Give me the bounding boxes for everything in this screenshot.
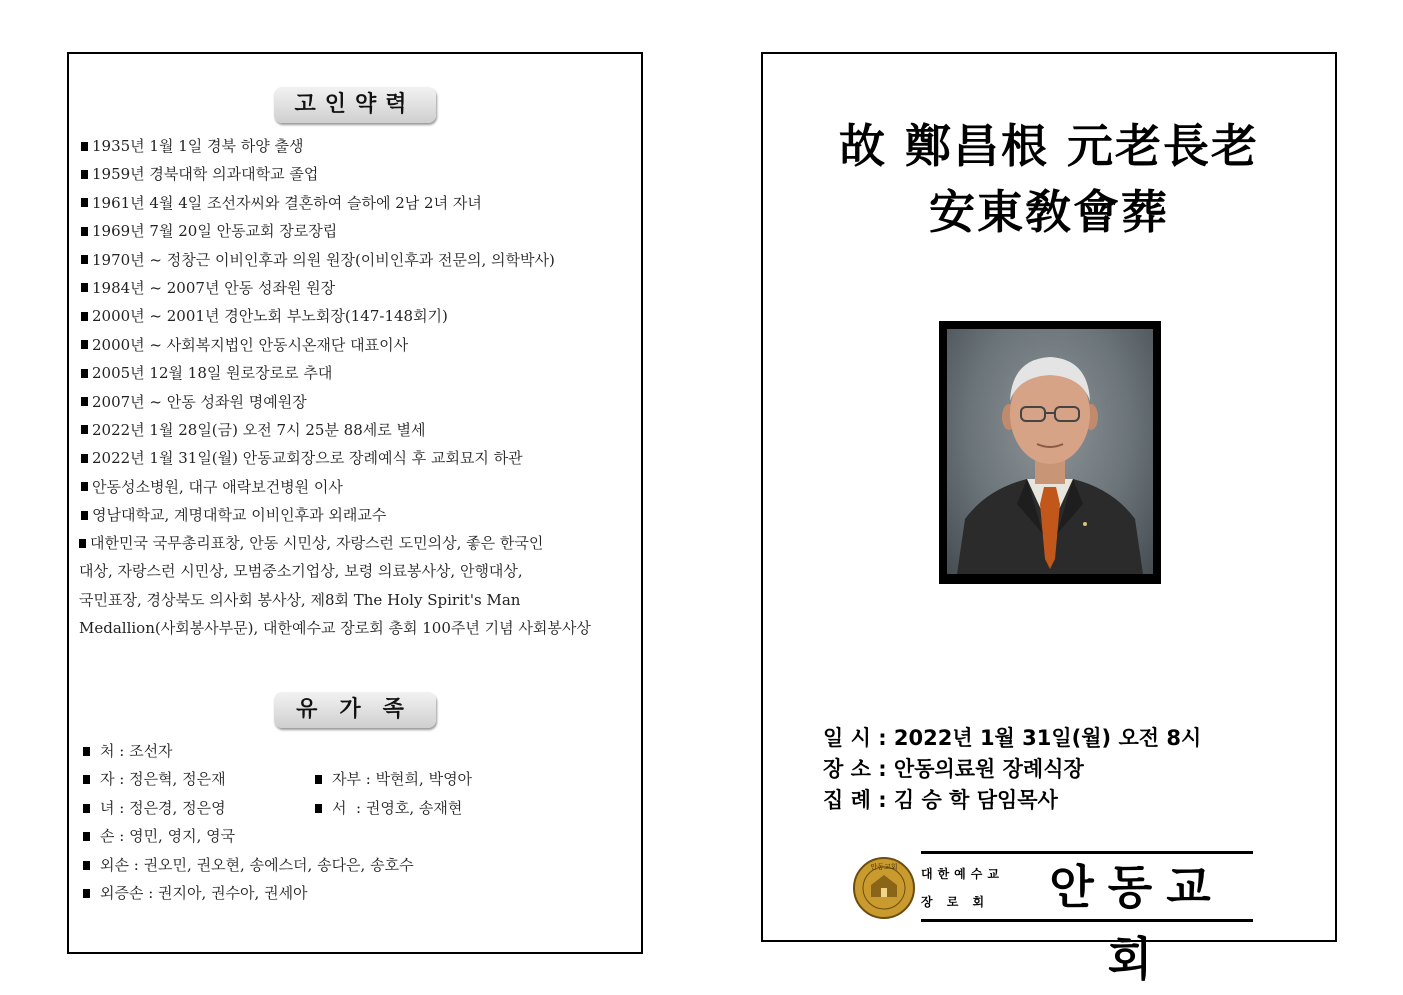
- bullet-square-icon: [83, 747, 90, 756]
- family-sons: 자 : 정은혁, 정은재: [83, 768, 226, 789]
- denomination-label: 대한예수교: [921, 867, 1004, 881]
- bullet-square-icon: [81, 142, 88, 151]
- memorial-portrait-photo: [947, 329, 1153, 574]
- bullet-square-icon: [81, 511, 88, 520]
- family-sons-in-law: 서 : 권영호, 송재현: [315, 797, 462, 818]
- biography-item: 2007년 ~ 안동 성좌원 명예원장: [81, 388, 637, 416]
- bullet-square-icon: [81, 312, 88, 321]
- seal-text: 안동교회: [870, 863, 898, 871]
- honors-line: Medallion(사회봉사부문), 대한예수교 장로회 총회 100주년 기념 사회봉사상: [79, 619, 591, 638]
- funeral-subtitle: 安東敎會葬: [929, 185, 1169, 239]
- bullet-square-icon: [81, 425, 88, 434]
- biography-item: 1969년 7월 20일 안동교회 장로장립: [81, 217, 637, 245]
- memorial-portrait-frame: [939, 321, 1161, 584]
- family-grandchildren: 손 : 영민, 영지, 영국: [83, 825, 235, 846]
- bullet-square-icon: [315, 775, 322, 784]
- bullet-square-icon: [83, 889, 90, 898]
- bullet-square-icon: [83, 804, 90, 813]
- funeral-date: 일 시 : 2022년 1월 31일(월) 오전 8시: [823, 726, 1202, 750]
- bullet-square-icon: [83, 861, 90, 870]
- bullet-square-icon: [315, 804, 322, 813]
- funeral-place: 장 소 : 안동의료원 장례식장: [823, 757, 1084, 781]
- biography-item: 안동성소병원, 대구 애락보건병원 이사: [81, 473, 637, 501]
- obituary-page: [67, 52, 643, 954]
- bullet-square-icon: [81, 397, 88, 406]
- bullet-square-icon: [81, 255, 88, 264]
- family-wife: 처 : 조선자: [83, 740, 173, 761]
- honors-line: 대상, 자랑스런 시민상, 모범중소기업상, 보령 의료봉사상, 안행대상,: [79, 562, 523, 581]
- bullet-square-icon: [81, 369, 88, 378]
- family-great-grandchildren: 외증손 : 권지아, 권수아, 권세아: [83, 882, 308, 903]
- family-maternal-grandchildren: 외손 : 권오민, 권오현, 송에스더, 송다은, 송호수: [83, 854, 414, 875]
- biography-item: 영남대학교, 계명대학교 이비인후과 외래교수: [81, 501, 637, 529]
- biography-item: 1984년 ~ 2007년 안동 성좌원 원장: [81, 274, 637, 302]
- funeral-officiant: 집 례 : 김 승 학 담임목사: [823, 788, 1058, 812]
- biography-item: 2022년 1월 31일(월) 안동교회장으로 장례예식 후 교회묘지 하관: [81, 444, 637, 472]
- bullet-square-icon: [81, 283, 88, 292]
- denomination-label: 장 로 회: [921, 895, 990, 909]
- biography-list: [81, 132, 637, 529]
- bullet-square-icon: [81, 198, 88, 207]
- biography-header: 고인약력: [274, 87, 436, 123]
- bullet-square-icon: [79, 539, 86, 548]
- biography-item: 2005년 12월 18일 원로장로로 추대: [81, 359, 637, 387]
- bullet-square-icon: [81, 340, 88, 349]
- biography-item: 1935년 1월 1일 경북 하양 출생: [81, 132, 637, 160]
- bullet-square-icon: [81, 482, 88, 491]
- bullet-square-icon: [81, 227, 88, 236]
- family-daughters: 녀 : 정은경, 정은영: [83, 797, 226, 818]
- biography-item: 2000년 ~ 사회복지법인 안동시온재단 대표이사: [81, 331, 637, 359]
- biography-item: 1959년 경북대학 의과대학교 졸업: [81, 160, 637, 188]
- bullet-square-icon: [81, 454, 88, 463]
- funeral-title: 故 鄭昌根 元老長老: [838, 119, 1260, 173]
- biography-item: 1961년 4월 4일 조선자씨와 결혼하여 슬하에 2남 2녀 자녀: [81, 189, 637, 217]
- honors-paragraph: [79, 529, 639, 643]
- honors-line: 대한민국 국무총리표창, 안동 시민상, 자랑스런 도민의상, 좋은 한국인: [79, 529, 639, 557]
- biography-item: 2000년 ~ 2001년 경안노회 부노회장(147-148회기): [81, 302, 637, 330]
- biography-item: 2022년 1월 28일(금) 오전 7시 25분 88세로 별세: [81, 416, 637, 444]
- funeral-cover-page: [761, 52, 1337, 986]
- bullet-square-icon: [83, 775, 90, 784]
- church-name: 안동교회: [1049, 860, 1225, 986]
- bullet-square-icon: [83, 832, 90, 841]
- family-daughters-in-law: 자부 : 박현희, 박영아: [315, 768, 472, 789]
- honors-line: 국민표장, 경상북도 의사회 봉사상, 제8회 The Holy Spirit's Man: [79, 590, 521, 609]
- bullet-square-icon: [81, 170, 88, 179]
- church-logo: [853, 851, 1255, 986]
- church-seal-icon: [853, 857, 915, 919]
- logo-bottom-rule: [921, 919, 1253, 922]
- portrait-illustration: [947, 329, 1153, 574]
- biography-item: 1970년 ~ 정창근 이비인후과 의원 원장(이비인후과 전문의, 의학박사): [81, 246, 637, 274]
- family-header: 유가족: [274, 692, 436, 728]
